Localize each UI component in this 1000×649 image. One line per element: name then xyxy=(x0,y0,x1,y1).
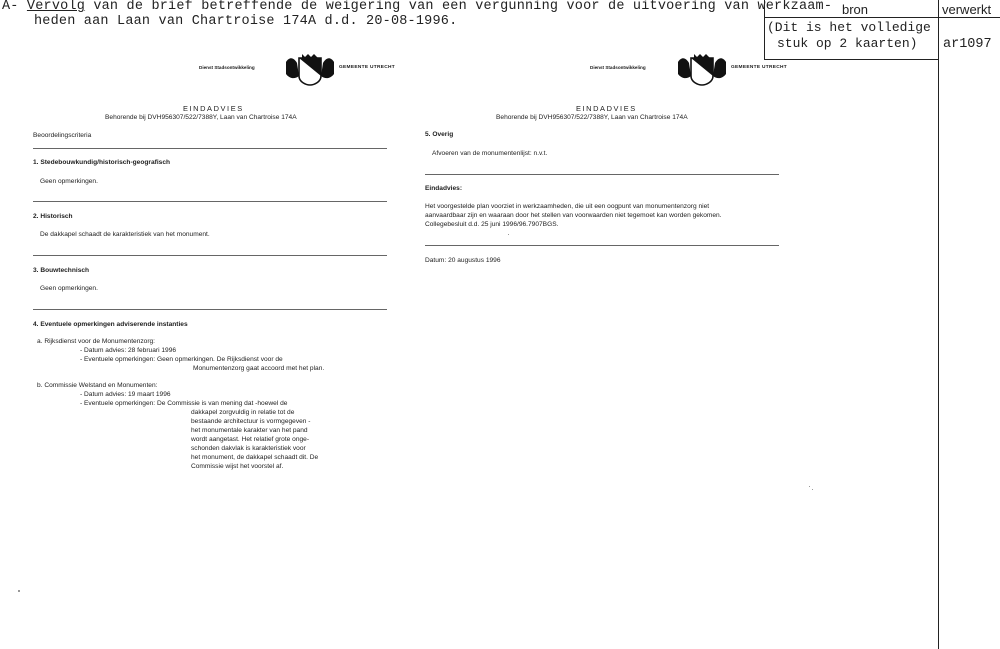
department-name: Dienst Stadsontwikkeling xyxy=(590,65,646,70)
divider xyxy=(33,148,387,149)
section-4b-remark-line: bestaande architectuur is vormgegeven - xyxy=(191,418,311,425)
final-advice-line-2: aanvaardbaar zijn en waaraan door het stellen van voorwaarden niet tegemoet kan worden gekomen. xyxy=(425,212,722,219)
card-marker: A- xyxy=(2,0,19,14)
divider xyxy=(425,174,779,175)
page-subtitle: Behorende bij DVH956307/522/7388Y, Laan van Chartroise 174A xyxy=(496,114,688,121)
section-3-text: Geen opmerkingen. xyxy=(40,285,98,292)
section-4-heading: 4. Eventuele opmerkingen adviserende instanties xyxy=(33,321,188,328)
section-4a-date: - Datum advies: 28 februari 1996 xyxy=(80,347,177,354)
letterhead-page-1 xyxy=(199,54,409,88)
section-2-heading: 2. Historisch xyxy=(33,213,73,220)
header-row-border xyxy=(764,17,1000,18)
section-4b-remark-line: wordt aangetast. Het relatief grote onge- xyxy=(191,436,310,443)
section-4b-remark-line: het monument, de dakkapel schaadt dit. De xyxy=(191,454,319,461)
verwerkt-column-left-border xyxy=(938,0,939,649)
letterhead-page-2 xyxy=(590,54,800,88)
divider xyxy=(425,245,779,246)
section-4a-remarks-1: - Eventuele opmerkingen: Geen opmerkingen. De Rijksdienst voor de xyxy=(80,356,283,363)
section-4a-remarks-2: Monumentenzorg gaat accoord met het plan. xyxy=(193,365,325,372)
section-4b-remark-line: Commissie wijst het voorstel af. xyxy=(191,463,284,470)
section-4b-remark-line: schonden dakvlak is karakteristiek voor xyxy=(191,445,306,452)
section-4b-remark-line: dakkapel zorgvuldig in relatie tot de xyxy=(191,409,295,416)
scan-speck xyxy=(508,234,509,235)
card-header-line-2: heden aan Laan van Chartroise 174A d.d. 20-08-1996. xyxy=(34,14,458,29)
department-name: Dienst Stadsontwikkeling xyxy=(199,65,255,70)
divider xyxy=(33,201,387,202)
advice-date: Datum: 20 augustus 1996 xyxy=(425,257,501,264)
criteria-label: Beoordelingscriteria xyxy=(33,132,92,139)
final-advice-line-1: Het voorgestelde plan voorziet in werkzaamheden, die uit een oogpunt van monumentenzorg niet xyxy=(425,203,710,210)
bron-note-line-2: stuk op 2 kaarten) xyxy=(777,36,918,51)
scan-speck xyxy=(809,486,810,487)
section-4a-label: a. Rijksdienst voor de Monumentenzorg: xyxy=(37,338,156,345)
card-header-line-1-rest: van de brief betreffende de weigering van een vergunning voor de uitvoering van werkzaam- xyxy=(85,0,833,14)
utrecht-coat-of-arms-icon xyxy=(284,54,336,86)
section-1-heading: 1. Stedebouwkundig/historisch-geografisch xyxy=(33,159,171,166)
scan-speck xyxy=(18,590,20,592)
section-2-text: De dakkapel schaadt de karakteristiek van het monument. xyxy=(40,231,210,238)
archive-reference-code: ar1097 xyxy=(943,37,992,52)
bron-note-line-1: (Dit is het volledige xyxy=(767,20,931,35)
page-subtitle: Behorende bij DVH956307/522/7388Y, Laan van Chartroise 174A xyxy=(105,114,297,121)
municipality-name: GEMEENTE UTRECHT xyxy=(339,65,395,70)
municipality-name: GEMEENTE UTRECHT xyxy=(731,65,787,70)
final-advice-heading: Eindadvies: xyxy=(425,185,463,192)
section-4b-remark-line: het monumentale karakter van het pand xyxy=(191,427,308,434)
scan-speck xyxy=(812,489,813,490)
section-4b-label: b. Commissie Welstand en Monumenten: xyxy=(37,382,158,389)
section-1-text: Geen opmerkingen. xyxy=(40,178,98,185)
section-5-text: Afvoeren van de monumentenlijst: n.v.t. xyxy=(432,150,548,157)
final-advice-line-3: Collegebesluit d.d. 25 juni 1996/96.7907BGS. xyxy=(425,221,559,228)
section-5-heading: 5. Overig xyxy=(425,131,454,138)
vervolg-word: Vervolg xyxy=(26,0,86,14)
card-header-line-1 xyxy=(2,0,832,14)
section-4b-remarks-label: - Eventuele opmerkingen: De Commissie is van mening dat -hoewel de xyxy=(80,400,288,407)
verwerkt-column-label: verwerkt xyxy=(942,2,992,17)
divider xyxy=(33,309,387,310)
section-4b-date: - Datum advies: 19 maart 1996 xyxy=(80,391,171,398)
utrecht-coat-of-arms-icon xyxy=(676,54,728,86)
section-3-heading: 3. Bouwtechnisch xyxy=(33,267,90,274)
divider xyxy=(33,255,387,256)
page-title: EINDADVIES xyxy=(183,104,244,113)
page-title: EINDADVIES xyxy=(576,104,637,113)
bron-column-label: bron xyxy=(842,2,869,17)
